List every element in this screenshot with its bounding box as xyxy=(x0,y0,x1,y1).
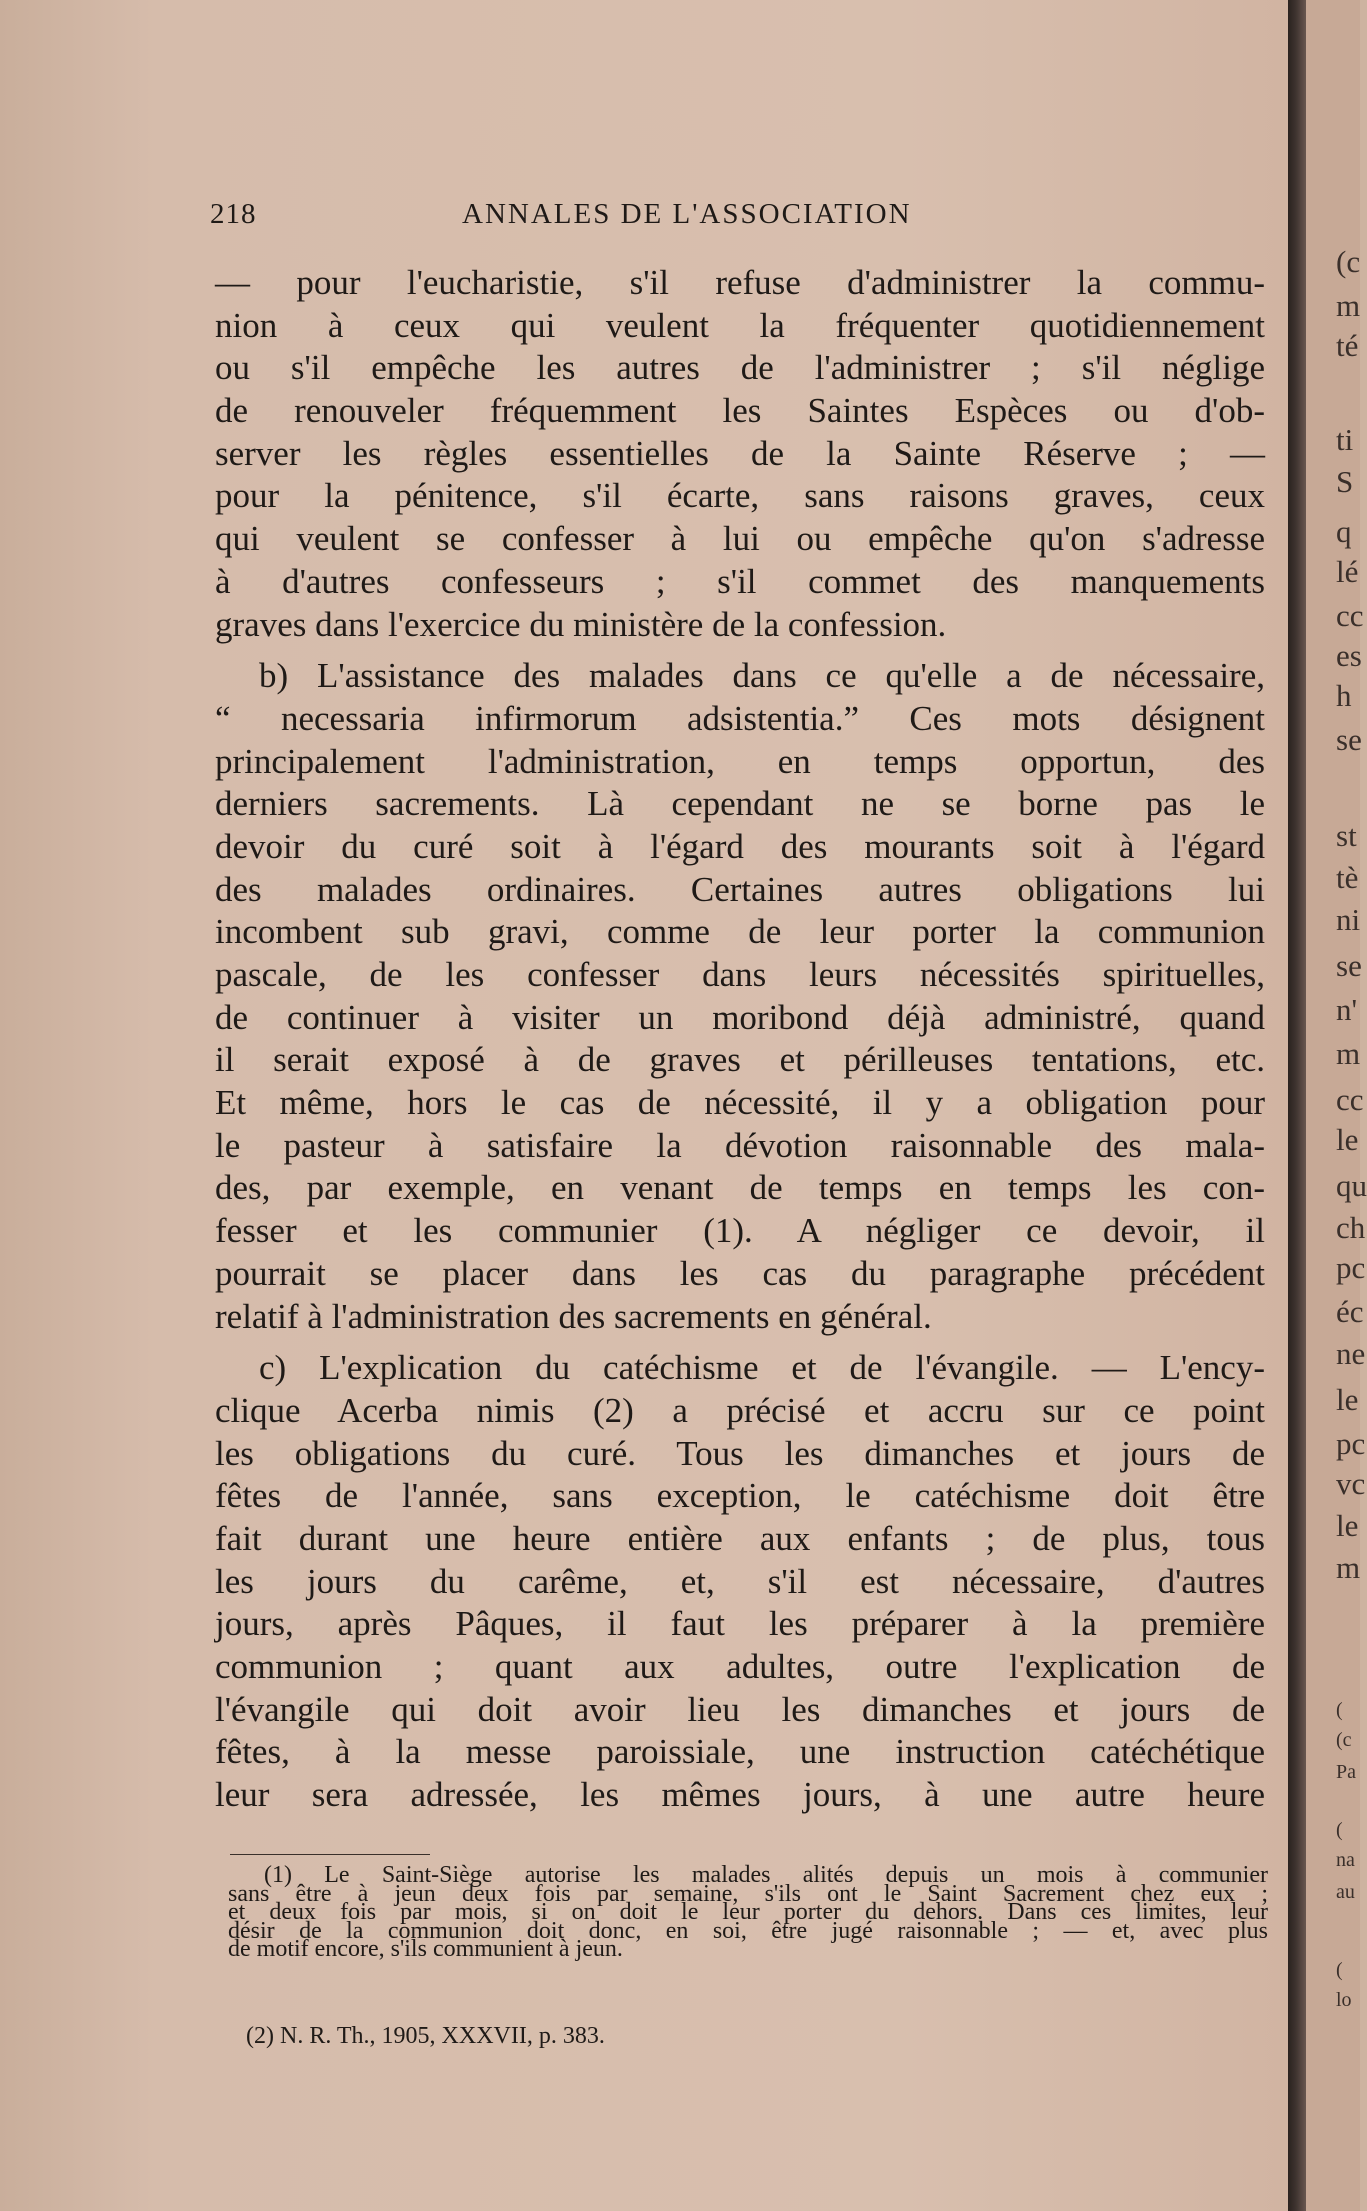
text-line: nion à ceux qui veulent la fréquenter quotidiennement xyxy=(215,305,1265,345)
text-line: pour la pénitence, s'il écarte, sans raisons graves, ceux xyxy=(215,476,1265,516)
facing-page-fragment: qu xyxy=(1336,1168,1367,1203)
facing-page-fragment: le xyxy=(1336,1508,1359,1543)
facing-page-fragment: ( xyxy=(1336,1819,1343,1841)
facing-page-fragment: ch xyxy=(1336,1210,1366,1245)
facing-page-fragment: (c xyxy=(1336,1729,1352,1751)
text-line: l'évangile qui doit avoir lieu les dimanches et jours de xyxy=(215,1689,1265,1729)
facing-page-fragment: se xyxy=(1336,722,1362,757)
text-line: fêtes, à la messe paroissiale, une instruction catéchétique xyxy=(215,1732,1265,1772)
facing-page-fragment: pc xyxy=(1336,1426,1366,1461)
facing-page-fragment: ne xyxy=(1336,1336,1366,1371)
text-line: leur sera adressée, les mêmes jours, à une autre heure xyxy=(215,1775,1265,1815)
text-line: il serait exposé à de graves et périlleuses tentations, etc. xyxy=(215,1040,1265,1080)
book-gutter xyxy=(1288,0,1306,2211)
facing-page-fragment: q xyxy=(1336,514,1352,549)
main-text xyxy=(215,262,1265,1817)
facing-page-fragment: éc xyxy=(1336,1294,1364,1329)
facing-page-fragment: vc xyxy=(1336,1466,1366,1501)
facing-page-fragment: (c xyxy=(1336,244,1361,279)
page-number: 218 xyxy=(210,198,257,230)
facing-page-fragment: lo xyxy=(1336,1989,1352,2011)
text-line: incombent sub gravi, comme de leur porter la communion xyxy=(215,912,1265,952)
running-title: ANNALES DE L'ASSOCIATION xyxy=(462,198,912,230)
text-line: fait durant une heure entière aux enfants ; de plus, tous xyxy=(215,1518,1265,1558)
facing-page-fragment: ni xyxy=(1336,902,1361,937)
text-line: relatif à l'administration des sacrements en général. xyxy=(215,1296,932,1336)
facing-page-fragment: ti xyxy=(1336,422,1354,457)
facing-page-fragment: na xyxy=(1336,1849,1355,1871)
text-line: derniers sacrements. Là cependant ne se borne pas le xyxy=(215,784,1265,824)
facing-page-fragment: cc xyxy=(1336,598,1364,633)
facing-page-fragment: Pa xyxy=(1336,1761,1356,1783)
facing-page-fragment: ( xyxy=(1336,1959,1343,1981)
text-line: qui veulent se confesser à lui ou empêche qu'on s'adresse xyxy=(215,519,1265,559)
text-line: les obligations du curé. Tous les dimanches et jours de xyxy=(215,1433,1265,1473)
footnote-line: sans être à jeun deux fois par semaine, s'ils ont le Saint Sacrement chez eux ; xyxy=(228,1880,1268,1907)
text-line: fêtes de l'année, sans exception, le catéchisme doit être xyxy=(215,1476,1265,1516)
running-header xyxy=(210,198,1015,238)
text-line: des malades ordinaires. Certaines autres obligations lui xyxy=(215,869,1265,909)
section-c-heading: c) L'explication du catéchisme et de l'évangile. — L'ency- xyxy=(259,1348,1265,1388)
facing-page-fragment: té xyxy=(1336,328,1359,363)
facing-page-fragment: cc xyxy=(1336,1082,1364,1117)
text-line: clique Acerba nimis (2) a précisé et accru sur ce point xyxy=(215,1390,1265,1430)
footnote-line: de motif encore, s'ils communient à jeun. xyxy=(228,1936,623,1962)
section-b-heading: b) L'assistance des malades dans ce qu'elle a de nécessaire, xyxy=(259,656,1265,696)
facing-page-fragment: tè xyxy=(1336,860,1359,895)
facing-page-fragment: m xyxy=(1336,1550,1361,1585)
text-line: fesser et les communier (1). A négliger ce devoir, il xyxy=(215,1211,1265,1251)
text-line: jours, après Pâques, il faut les préparer à la première xyxy=(215,1604,1265,1644)
text-line: — pour l'eucharistie, s'il refuse d'administrer la commu- xyxy=(215,263,1265,302)
text-line: graves dans l'exercice du ministère de la confession. xyxy=(215,604,947,644)
footnote-line: et deux fois par mois, si on doit le leur porter du dehors. Dans ces limites, leur xyxy=(228,1899,1268,1925)
facing-page-fragment: st xyxy=(1336,818,1357,853)
facing-page-fragment: es xyxy=(1336,638,1362,673)
footnote-line: (1) Le Saint-Siège autorise les malades alités depuis un mois à communier xyxy=(264,1862,1268,1888)
footnote-rule xyxy=(230,1854,430,1855)
text-line: principalement l'administration, en temps opportun, des xyxy=(215,741,1265,781)
facing-page-fragment: le xyxy=(1336,1122,1359,1157)
facing-page-fragment: m xyxy=(1336,1036,1361,1071)
text-line: les jours du carême, et, s'il est nécessaire, d'autres xyxy=(215,1561,1265,1601)
facing-page-fragment: m xyxy=(1336,288,1361,323)
facing-page-fragment: n' xyxy=(1336,992,1358,1027)
text-line: de renouveler fréquemment les Saintes Espèces ou d'ob- xyxy=(215,391,1265,431)
text-line: des, par exemple, en venant de temps en temps les con- xyxy=(215,1168,1265,1208)
facing-page-fragment: ( xyxy=(1336,1699,1343,1721)
facing-page-fragment: au xyxy=(1336,1881,1355,1903)
text-line: communion ; quant aux adultes, outre l'explication de xyxy=(215,1647,1265,1686)
facing-page-fragment: lé xyxy=(1336,554,1359,589)
text-line: le pasteur à satisfaire la dévotion raisonnable des mala- xyxy=(215,1125,1265,1165)
text-line: de continuer à visiter un moribond déjà administré, quand xyxy=(215,997,1265,1037)
text-line: ou s'il empêche les autres de l'administrer ; s'il néglige xyxy=(215,348,1265,388)
footnote-line: désir de la communion doit donc, en soi, être jugé raisonnable ; — et, avec plus xyxy=(228,1917,1268,1944)
text-line: pourrait se placer dans les cas du paragraphe précédent xyxy=(215,1253,1265,1293)
text-line: server les règles essentielles de la Sainte Réserve ; — xyxy=(215,433,1265,473)
text-line: Et même, hors le cas de nécessité, il y a obligation pour xyxy=(215,1083,1265,1123)
facing-page-fragment: S xyxy=(1336,464,1354,499)
text-line: “ necessaria infirmorum adsistentia.” Ces mots désignent xyxy=(215,698,1265,738)
facing-page-fragment: se xyxy=(1336,948,1362,983)
text-line: à d'autres confesseurs ; s'il commet des manquements xyxy=(215,561,1265,601)
facing-page-fragment: h xyxy=(1336,678,1352,713)
text-line: devoir du curé soit à l'égard des mourants soit à l'égard xyxy=(215,826,1265,866)
facing-page-fragment: le xyxy=(1336,1382,1359,1417)
facing-page-edge xyxy=(1306,0,1367,2211)
facing-page-fragment: pc xyxy=(1336,1250,1366,1285)
footnote-2: (2) N. R. Th., 1905, XXXVII, p. 383. xyxy=(246,2023,605,2049)
footnote-1 xyxy=(228,1862,1268,1962)
text-line: pascale, de les confesser dans leurs nécessités spirituelles, xyxy=(215,955,1265,994)
